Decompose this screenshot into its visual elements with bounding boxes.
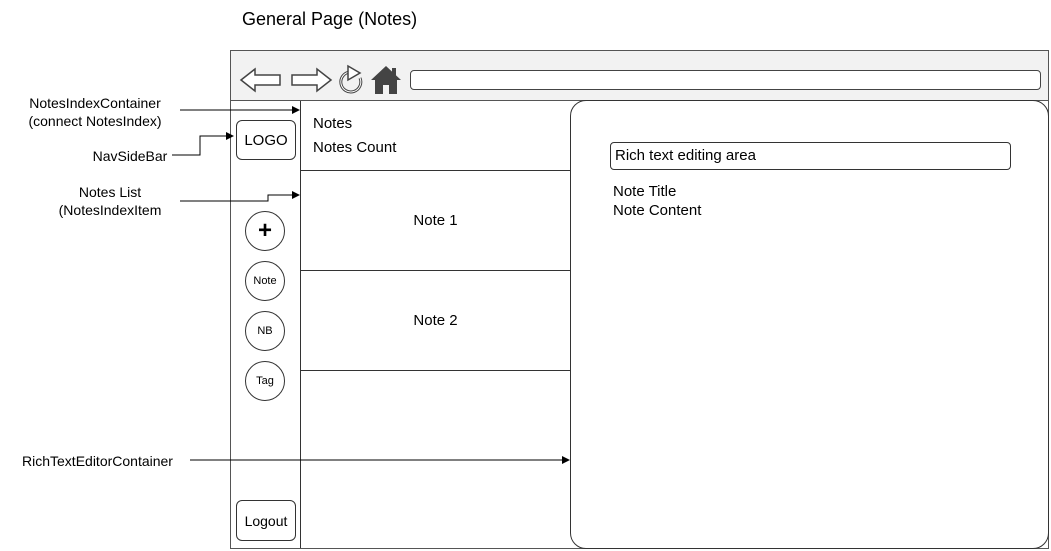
logo[interactable]: LOGO (236, 120, 296, 160)
notes-heading: Notes (313, 115, 353, 132)
notes-count: Notes Count (313, 139, 397, 156)
arrow-nav-side-bar (172, 136, 233, 155)
note-content[interactable]: Note Content (613, 202, 702, 219)
annotation-nav-side-bar: NavSideBar (92, 148, 168, 164)
tag-button[interactable]: Tag (245, 361, 285, 401)
logout-button[interactable]: Logout (236, 500, 296, 541)
annotation-text: NotesIndexContainer (29, 95, 161, 111)
notebook-button[interactable]: NB (245, 311, 285, 351)
arrow-notes-list (180, 195, 299, 201)
note-list-item-2[interactable]: Note 2 (413, 312, 458, 329)
annotation-rich-text-editor-container: RichTextEditorContainer (22, 453, 173, 469)
add-note-button[interactable]: + (245, 211, 285, 251)
annotation-text: Notes List (78, 184, 142, 200)
rich-text-editing-area[interactable]: Rich text editing area (610, 142, 1011, 170)
annotation-text: (NotesIndexItem (58, 202, 162, 218)
note-list-item-1[interactable]: Note 1 (413, 212, 458, 229)
page-title: General Page (Notes) (242, 9, 418, 29)
note-button[interactable]: Note (245, 261, 285, 301)
note-title[interactable]: Note Title (613, 183, 677, 200)
annotation-text: (connect NotesIndex) (28, 113, 162, 129)
